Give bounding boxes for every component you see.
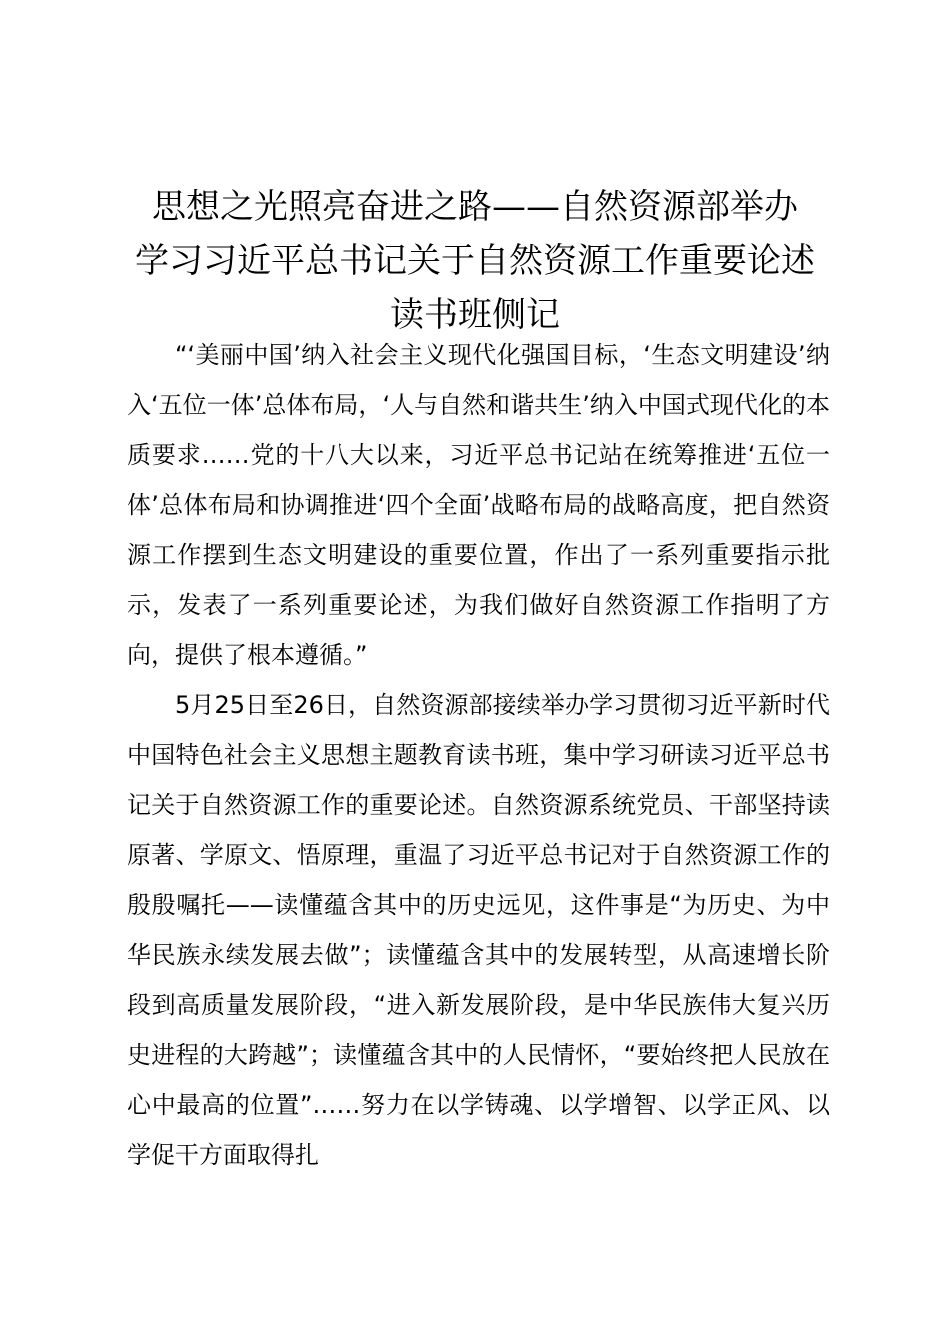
title-line-3: 读书班侧记 — [390, 295, 560, 335]
document-body — [127, 330, 830, 1180]
title-line-2: 学习习近平总书记关于自然资源工作重要论述 — [135, 241, 815, 281]
paragraph-quote: “‘美丽中国’纳入社会主义现代化强国目标，‘生态文明建设’纳入‘五位一体’总体布局，‘人与自然和谐共生’纳入中国式现代化的本质要求……党的十八大以来，习近平总书记站在统筹推进‘五位一体’总体布局和协调推进‘四个全面’战略布局的战略高度，把自然资源工作摆到生态文明建设的重要位置，作出了一系列重要指示批示，发表了一系列重要论述，为我们做好自然资源工作指明了方向，提供了根本遵循。” — [127, 341, 830, 669]
paragraph-event: 5月25日至26日，自然资源部接续举办学习贯彻习近平新时代中国特色社会主义思想主题教育读书班，集中学习研读习近平总书记关于自然资源工作的重要论述。自然资源系统党员、干部坚持读原著、学原文、悟原理，重温了习近平总书记对于自然资源工作的殷殷嘱托——读懂蕴含其中的历史远见，这件事是“为历史、为中华民族永续发展去做”；读懂蕴含其中的发展转型，从高速增长阶段到高质量发展阶段，“进入新发展阶段，是中华民族伟大复兴历史进程的大跨越”；读懂蕴含其中的人民情怀，“要始终把人民放在心中最高的位置”……努力在以学铸魂、以学增智、以学正风、以学促干方面取得扎 — [127, 691, 830, 1169]
document-title — [118, 180, 832, 342]
title-line-1: 思想之光照亮奋进之路——自然资源部举办 — [152, 187, 798, 227]
